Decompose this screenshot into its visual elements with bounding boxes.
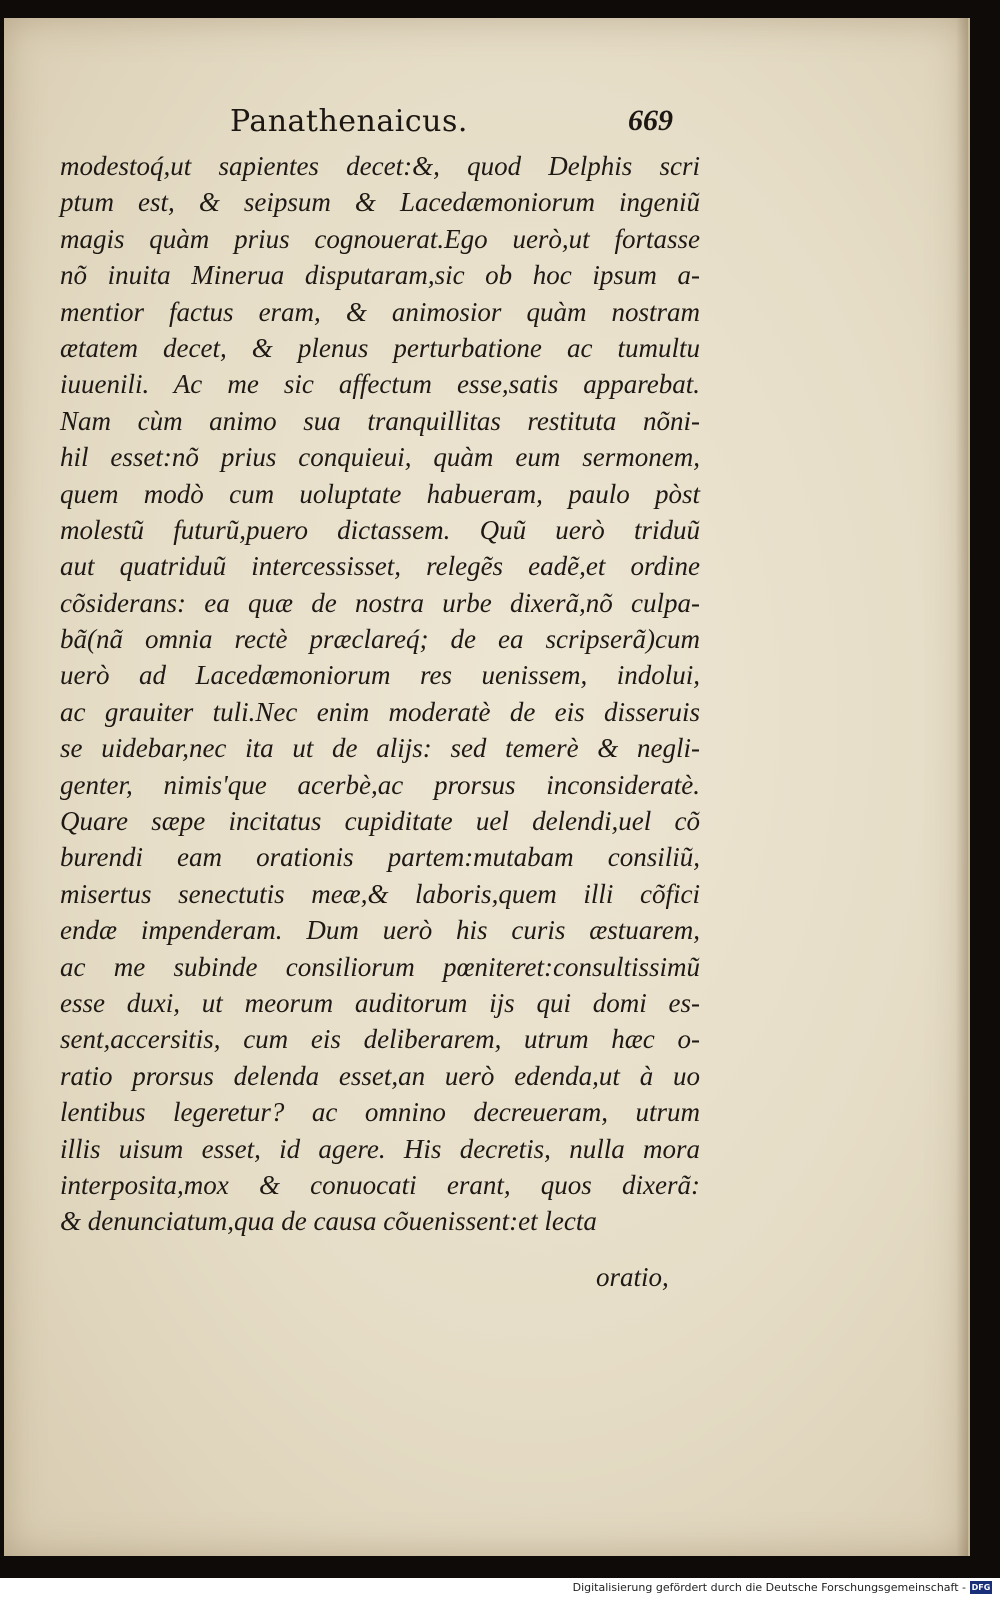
text-line: & denunciatum,qua de causa cõuenissent:et lecta — [60, 1206, 597, 1237]
text-line: Quare sæpe incitatus cupiditate uel delendi,uel cõ — [60, 806, 700, 837]
text-line: modestoq́,ut sapientes decet:&, quod Delphis scri — [60, 151, 700, 181]
text-line: endæ impenderam. Dum uerò his curis æstuarem, — [60, 915, 700, 946]
text-line: se uidebar,nec ita ut de alijs: sed temerè & negli- — [60, 733, 700, 764]
text-line: ac me subinde consiliorum pœniteret:consultissimũ — [60, 951, 700, 982]
text-line: uerò ad Lacedæmoniorum res uenissem, indolui, — [60, 660, 700, 691]
text-line: interposita,mox & conuocati erant, quos dixerã: — [60, 1169, 700, 1200]
body-text — [60, 148, 700, 1240]
text-line: ptum est, & seipsum & Lacedæmoniorum ingeniũ — [60, 187, 700, 218]
text-line: magis quàm prius cognouerat.Ego uerò,ut fortasse — [60, 223, 700, 254]
text-line: sent,accersitis, cum eis deliberarem, utrum hæc o- — [60, 1024, 700, 1055]
text-line: hil esset:nõ prius conquieui, quàm eum sermonem, — [60, 442, 700, 473]
digitization-credit: Digitalisierung gefördert durch die Deutsche Forschungsgemeinschaft - — [572, 1581, 966, 1594]
dfg-logo: DFG — [971, 1583, 991, 1592]
text-line: quem modò cum uoluptate habueram, paulo pòst — [60, 478, 700, 509]
running-head: Panathenaicus. — [230, 104, 468, 139]
text-line: ratio prorsus delenda esset,an uerò edenda,ut à uo — [60, 1060, 700, 1091]
text-line: ætatem decet, & plenus perturbatione ac tumultu — [60, 332, 700, 363]
catchword: oratio, — [596, 1262, 669, 1292]
text-line: ac grauiter tuli.Nec enim moderatè de eis disseruis — [60, 696, 700, 727]
text-line: illis uisum esset, id agere. His decretis, nulla mora — [60, 1133, 700, 1164]
text-line: misertus senectutis meæ,& laboris,quem illi cõfici — [60, 878, 700, 909]
text-line: nõ inuita Minerua disputaram,sic ob hoc ipsum a- — [60, 260, 700, 291]
text-line: cõsiderans: ea quæ de nostra urbe dixerã,nõ culpa- — [60, 587, 700, 618]
text-line: iuuenili. Ac me sic affectum esse,satis apparebat. — [60, 369, 700, 400]
text-line: molestũ futurũ,puero dictassem. Quũ uerò triduũ — [60, 514, 700, 545]
text-line: burendi eam orationis partem:mutabam consiliũ, — [60, 842, 700, 873]
text-line: aut quatriduũ intercessisset, relegẽs eadẽ,et ordine — [60, 551, 700, 582]
text-line: lentibus legeretur? ac omnino decreueram, utrum — [60, 1097, 700, 1128]
text-line: esse duxi, ut meorum auditorum ijs qui domi es- — [60, 987, 700, 1018]
page-edge-shadow — [956, 18, 968, 1556]
page-number: 669 — [628, 104, 673, 137]
text-line: bã(nã omnia rectè præclareq́; de ea scripserã)cum — [60, 624, 700, 655]
text-line: genter, nimis'que acerbè,ac prorsus inconsideratè. — [60, 769, 700, 800]
text-line: Nam cùm animo sua tranquillitas restituta nõni- — [60, 405, 700, 436]
text-line: mentior factus eram, & animosior quàm nostram — [60, 296, 700, 327]
